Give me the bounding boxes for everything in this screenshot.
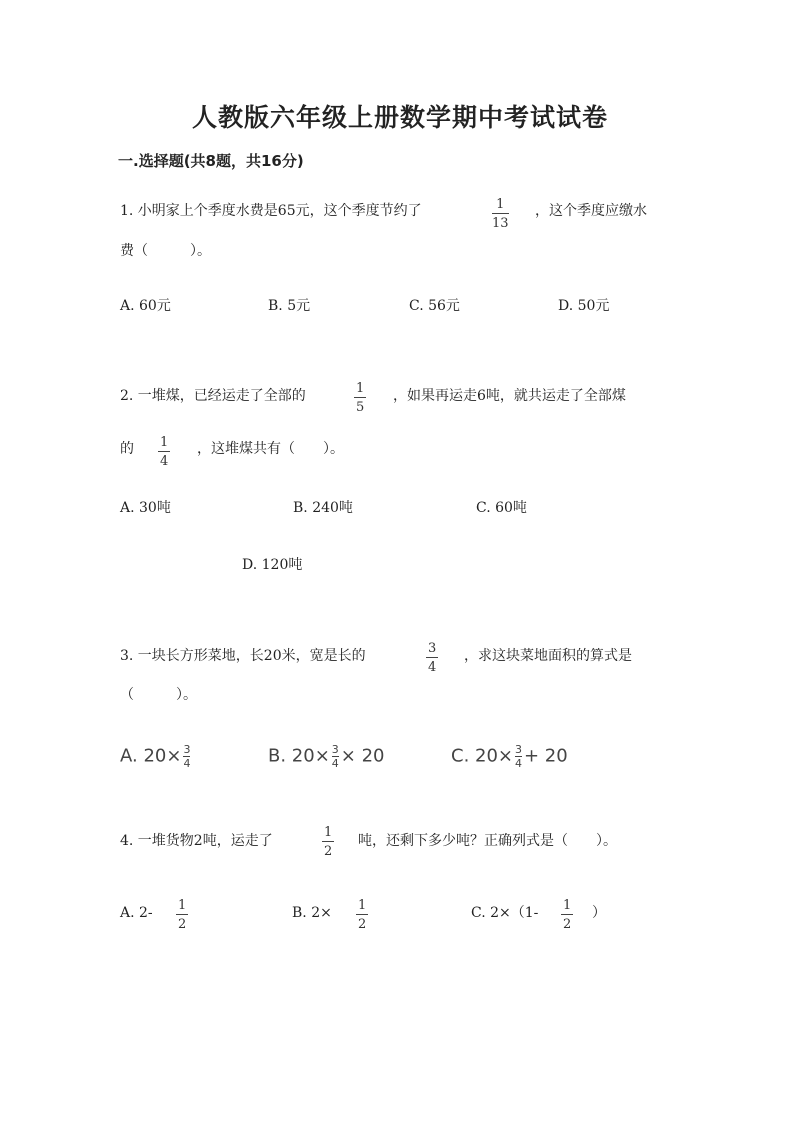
q2-fraction-1 (354, 382, 366, 414)
fraction-denominator: 4 (428, 660, 437, 675)
q3-option-c[interactable] (451, 744, 568, 769)
q1-text-line1-end: ，这个季度应缴水 (535, 203, 647, 219)
fraction-denominator: 13 (492, 216, 509, 231)
q4-text-line1-end: 吨，还剩下多少吨？正确列式是（ ）。 (358, 833, 617, 849)
fraction-numerator: 1 (324, 825, 333, 840)
fraction-numerator: 3 (331, 743, 339, 756)
q1-fraction (492, 198, 509, 230)
fraction-denominator: 4 (183, 757, 191, 770)
fraction-numerator: 3 (428, 641, 437, 656)
option-prefix: B. 20× (268, 745, 330, 767)
fraction-numerator: 1 (358, 898, 367, 913)
fraction-numerator: 1 (563, 898, 572, 913)
q1-text-line1: 1. 小明家上个季度水费是65元，这个季度节约了 (120, 203, 422, 219)
q1-option-a[interactable]: A. 60元 (120, 298, 171, 314)
fraction-denominator: 4 (160, 454, 169, 469)
q2-text-line1-end: ，如果再运走6吨，就共运走了全部煤 (393, 388, 626, 404)
option-suffix: + 20 (524, 745, 568, 767)
fraction-denominator: 4 (331, 757, 339, 770)
fraction-numerator: 1 (496, 197, 505, 212)
q3-option-a[interactable] (120, 744, 192, 769)
q1-option-d[interactable]: D. 50元 (558, 298, 610, 314)
fraction-numerator: 1 (356, 381, 365, 396)
q2-text-line1: 2. 一堆煤，已经运走了全部的 (120, 388, 306, 404)
option-prefix: C. 20× (451, 745, 513, 767)
q2-option-a[interactable]: A. 30吨 (120, 500, 171, 516)
option-fraction (515, 744, 522, 769)
q4-fraction (322, 826, 334, 858)
q3-text-line2: （ ）。 (120, 687, 197, 703)
q4-option-b-label[interactable]: B. 2× (292, 905, 332, 921)
option-suffix: × 20 (340, 745, 385, 767)
q2-option-d[interactable]: D. 120吨 (242, 557, 303, 573)
fraction-numerator: 3 (515, 743, 522, 756)
fraction-denominator: 2 (358, 917, 367, 932)
q3-option-b[interactable] (268, 744, 385, 769)
section-heading: 一.选择题(共8题，共16分) (118, 152, 304, 170)
q2-option-c[interactable]: C. 60吨 (476, 500, 527, 516)
q2-option-b[interactable]: B. 240吨 (293, 500, 353, 516)
q4-option-a-fraction (176, 899, 188, 931)
fraction-denominator: 2 (563, 917, 572, 932)
fraction-numerator: 3 (183, 743, 191, 756)
option-prefix: A. 20× (120, 745, 182, 767)
q3-text-line1-end: ，求这块菜地面积的算式是 (464, 648, 632, 664)
q1-option-c[interactable]: C. 56元 (409, 298, 460, 314)
q3-fraction (426, 642, 438, 674)
q4-option-c-label[interactable]: C. 2×（1- (471, 905, 539, 921)
fraction-numerator: 1 (178, 898, 187, 913)
q4-option-b-fraction (356, 899, 368, 931)
page-title: 人教版六年级上册数学期中考试试卷 (191, 103, 608, 132)
fraction-numerator: 1 (160, 435, 169, 450)
option-fraction (332, 744, 339, 769)
fraction-denominator: 5 (356, 400, 365, 415)
q4-option-c-close: ） (592, 905, 606, 921)
q4-option-c-fraction (561, 899, 573, 931)
q4-option-a-label[interactable]: A. 2- (120, 905, 153, 921)
fraction-denominator: 2 (324, 844, 333, 859)
q1-option-b[interactable]: B. 5元 (268, 298, 311, 314)
option-fraction (183, 744, 190, 769)
fraction-denominator: 2 (178, 917, 187, 932)
q2-text-line2-end: ，这堆煤共有（ ）。 (197, 441, 344, 457)
q3-text-line1: 3. 一块长方形菜地，长20米，宽是长的 (120, 648, 366, 664)
q2-fraction-2 (158, 436, 170, 468)
q4-text-line1: 4. 一堆货物2吨，运走了 (120, 833, 273, 849)
q2-text-line2-start: 的 (120, 441, 134, 457)
fraction-denominator: 4 (515, 757, 522, 770)
q1-text-line2: 费（ ）。 (120, 243, 211, 259)
